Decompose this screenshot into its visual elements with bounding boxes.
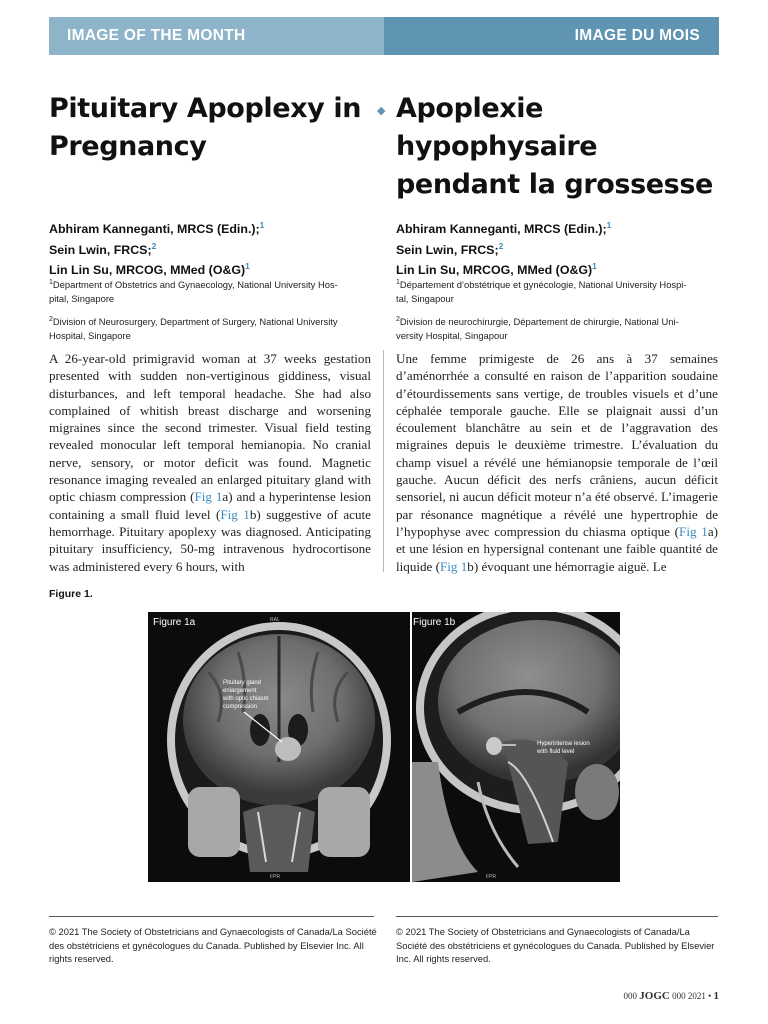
banner-label-fr: IMAGE DU MOIS [384,17,719,55]
author: Lin Lin Su, MRCOG, MMed (O&G)$^1$ [396,261,597,278]
affiliations-fr [396,276,721,350]
mri-orientation-mark-bottom: FPR [270,874,280,880]
figure-link[interactable]: Fig 1 [679,523,708,539]
affiliations-en [49,276,374,350]
author-list-fr [396,217,726,279]
copyright-en: © 2021 The Society of Obstetricians and Gynaecologists of Canada/La Société des obstétriciens et gynécologues du Canada. Published by Elsevier Inc. All rights reserved. [49,926,377,965]
section-banner [49,17,719,55]
panel-a-label: Figure 1a [153,617,196,628]
footer-divider [49,916,374,917]
banner-label-en: IMAGE OF THE MONTH [49,17,384,55]
affiliation: $^1$Department of Obstetrics and Gynaecology, National University Hos- pital, Singapore [49,279,338,304]
affiliation: $^2$Division de neurochirurgie, Département de chirurgie, National Uni- versity Hospital, Singapour [396,316,679,341]
figure-link[interactable]: Fig 1 [220,506,250,522]
author: Abhiram Kanneganti, MRCS (Edin.);$^1$ [49,220,265,237]
svg-text:enlargement: enlargement [223,688,257,694]
figure-link[interactable]: Fig 1 [194,489,223,505]
mri-images [148,612,620,882]
body-text-en: A 26-year-old primigravid woman at 37 weeks gestation presented with sudden non-vertiginous giddiness, visual disturbances, and left temporal headache. She had also complained of whitish breast discharge and worsening migraines since the second trimester. Visual field testing revealed monocular left temporal hemianopia. No cranial nerve, sensory, or motor deficit was found. Magnetic resonance imaging revealed an enlarged pituitary gland with optic chiasm compression (Fig 1a) and a hyperintense lesion containing a small fluid level (Fig 1b) suggestive of acute hemorrhage. Pituitary apoplexy was diagnosed. Anticipating pituitary insufficiency, 50-mg intravenous hydrocortisone was administered every 6 hours, with [49,351,371,574]
author: Abhiram Kanneganti, MRCS (Edin.);$^1$ [396,220,612,237]
title-fr-line-3: pendant la grossesse [396,169,713,200]
article-title-fr [396,90,726,204]
author: Sein Lwin, FRCS;$^2$ [49,240,157,257]
page-number: 1 [713,990,719,1002]
footer-divider [396,916,718,917]
affiliation: $^1$Département d’obstétrique et gynécologie, National University Hospi- tal, Singapour [396,279,687,304]
figure-caption-label: Figure 1. [49,588,93,600]
svg-text:with fluid level: with fluid level [537,749,575,755]
author: Sein Lwin, FRCS;$^2$ [396,240,504,257]
title-en-line-1: Pituitary Apoplexy in [49,93,362,124]
author-list-en [49,217,379,279]
article-title-en [49,90,369,166]
svg-text:with optic chiasm: with optic chiasm [223,696,269,702]
diamond-separator-icon: ◆ [377,105,386,117]
mri-orientation-mark-bottom: FPR [486,874,496,880]
svg-text:Hyperintense lesion: Hyperintense lesion [537,741,590,747]
body-text-fr: Une femme primigeste de 26 ans à 37 semaines d’aménorrhée a consulté en raison de l’apparition soudaine d’étourdissements sans vertige, de troubles visuels et d’une céphalée temporale gauche. Elle se plaignait aussi d’un écoulement blanchâtre au sein et de l’aggravation des migraines depuis le deuxième trimestre. L’évaluation du champ visuel a révélé une hémianopsie temporale de l’œil gauche. Aucun déficit des nerfs crâniens, aucun déficit sensoriel, ni aucun déficit moteur n’a été observé. L’imagerie par résonance magnétique a révélé une hypertrophie de l’hypophyse avec compression du chiasma optique (Fig 1a) et une lésion en hypersignal contenant une faible quantité de liquide (Fig 1b) évoquant une hémorragie aiguë. Le [396,351,718,574]
mri-figure [148,612,620,882]
affiliation: $^2$Division of Neurosurgery, Department of Surgery, National University Hospital, Singapore [49,316,338,341]
figure-link[interactable]: Fig 1 [440,558,468,574]
mri-orientation-mark-top: RAL [270,617,280,623]
svg-text:Pituitary gland: Pituitary gland [223,680,262,686]
title-fr-line-1: Apoplexie [396,93,544,124]
panel-b-label: Figure 1b [413,617,456,628]
title-fr-line-2: hypophysaire [396,131,598,162]
page-footer: 000 JOGC 000 2021 • 1 [623,990,719,1002]
column-divider [383,350,384,572]
title-en-line-2: Pregnancy [49,131,207,162]
author: Lin Lin Su, MRCOG, MMed (O&G)$^1$ [49,261,250,278]
svg-text:compression: compression [223,704,258,710]
mri-panel-a [148,612,410,882]
mri-panel-b [412,612,620,882]
copyright-fr: © 2021 The Society of Obstetricians and Gynaecologists of Canada/La Société des obstétriciens et gynécologues du Canada. Published by Elsevier Inc. All rights reserved. [396,926,715,965]
